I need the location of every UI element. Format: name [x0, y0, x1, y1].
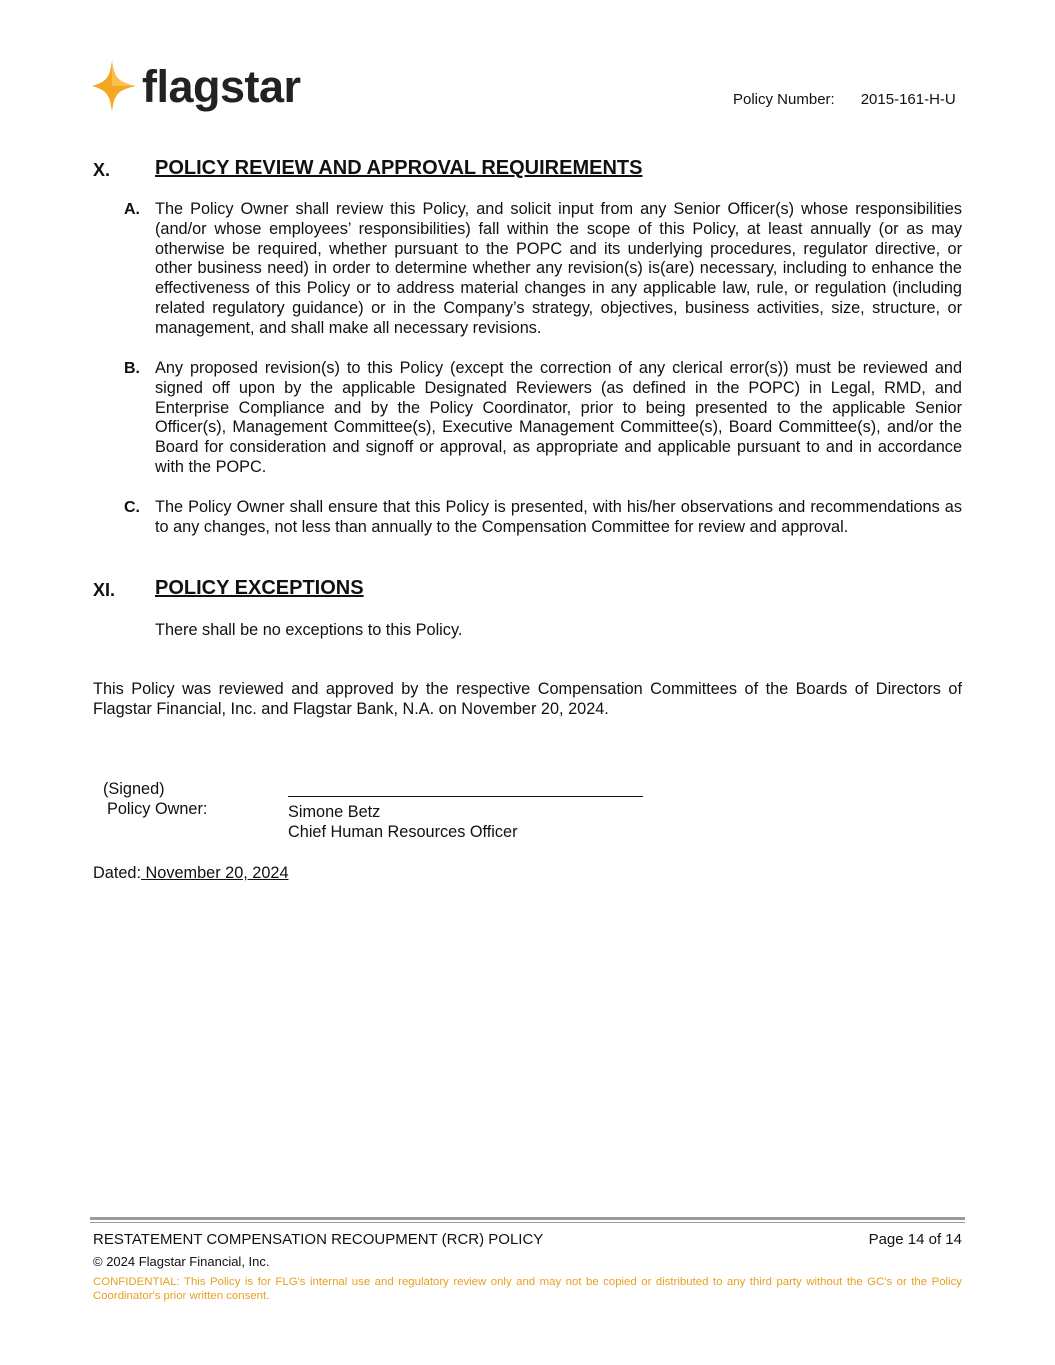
dated-value: November 20, 2024 [140, 864, 289, 882]
footer-document-title: RESTATEMENT COMPENSATION RECOUPMENT (RCR) POLICY [93, 1231, 544, 1248]
item-c-letter: C. [124, 499, 140, 516]
policy-number-label: Policy Number: [733, 91, 835, 108]
section-xi-number: XI. [93, 580, 116, 600]
signer-title: Chief Human Resources Officer [288, 823, 518, 841]
item-b-letter: B. [124, 360, 140, 377]
item-a-letter: A. [124, 201, 140, 218]
approval-statement: This Policy was reviewed and approved by the respective Compensation Committees of the Boards of Directors of Flagstar Financial, Inc. and Flagstar Bank, N.A. on November 20, 2024. [93, 680, 962, 718]
flagstar-logo [92, 60, 301, 112]
dated-label: Dated: [93, 864, 141, 882]
policy-owner-label: Policy Owner: [107, 800, 208, 818]
signature-line [288, 796, 643, 797]
policy-number [733, 91, 956, 108]
section-xi-body: There shall be no exceptions to this Policy. [155, 621, 463, 639]
policy-number-value: 2015-161-H-U [860, 91, 956, 108]
footer-confidential-notice: CONFIDENTIAL: This Policy is for FLG's internal use and regulatory review only and may not be copied or distributed to any third party without the GC's or the Policy Coordinator's prior written consent. [93, 1276, 962, 1302]
signed-label: (Signed) [103, 780, 165, 798]
logo-wordmark: flagstar [142, 60, 301, 112]
signer-name: Simone Betz [288, 803, 381, 821]
dated-line [93, 864, 289, 883]
item-c-text: The Policy Owner shall ensure that this Policy is presented, with his/her observations and recommendations as to any changes, not less than annually to the Compensation Committee for review and approval. [155, 498, 962, 536]
footer-page-number: Page 14 of 14 [868, 1231, 962, 1248]
item-b-text: Any proposed revision(s) to this Policy (except the correction of any clerical error(s)) must be reviewed and signed off upon by the applicable Designated Reviewers (as defined in the POPC) in Legal, RMD, and Enterprise Compliance and by the Policy Coordinator, prior to being presented to the applicable Senior Officer(s), Management Committee(s), Executive Management Committee(s), Board Committee(s), and/or the Board for consideration and signoff or approval, as appropriate and applicable pursuant to and in accordance with the POPC. [155, 359, 962, 476]
section-x-number: X. [93, 160, 111, 180]
section-xi-title: POLICY EXCEPTIONS [155, 577, 364, 599]
flagstar-star-icon [92, 60, 136, 112]
footer-divider [90, 1217, 965, 1220]
footer-copyright: © 2024 Flagstar Financial, Inc. [93, 1254, 270, 1269]
footer-divider-thin [90, 1222, 965, 1223]
item-a-text: The Policy Owner shall review this Policy, and solicit input from any Senior Officer(s) whose responsibilities (and/or whose employees’ responsibilities) fall within the scope of this Policy, at least annually (or as may otherwise be required, whether pursuant to the POPC and its underlying procedures, regulator directive, or other business need) in order to determine whether any revision(s) is(are) necessary, including to enhance the effectiveness of this Policy or to address material changes in any applicable law, rule, or regulation (including related regulatory guidance) or in the Company’s strategy, objectives, business activities, size, structure, or management, and shall make all necessary revisions. [155, 200, 962, 337]
section-x-title: POLICY REVIEW AND APPROVAL REQUIREMENTS [155, 157, 643, 179]
